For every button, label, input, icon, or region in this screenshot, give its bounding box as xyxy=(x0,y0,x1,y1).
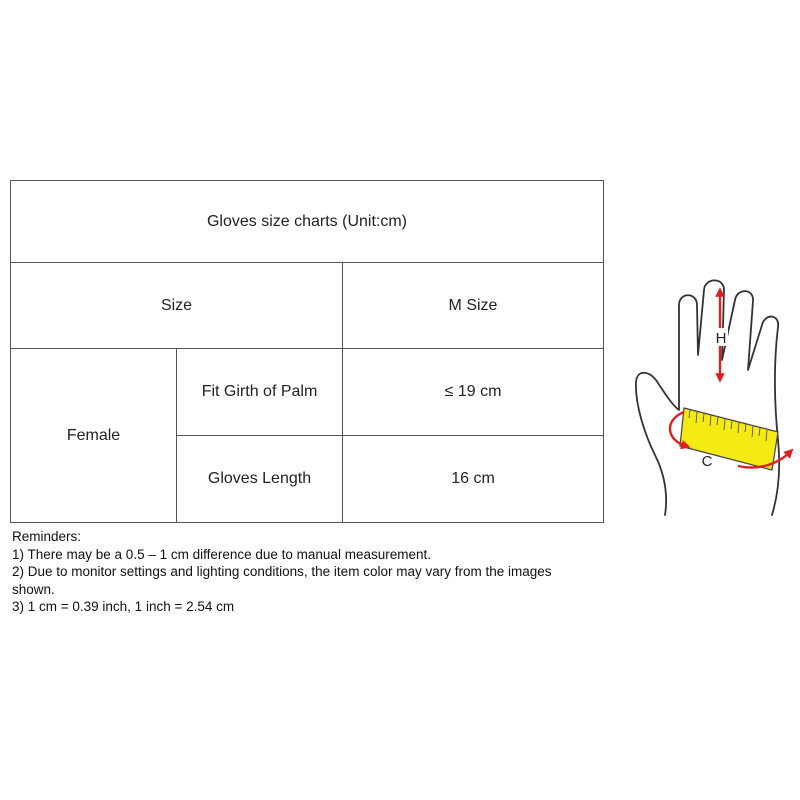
height-label: H xyxy=(715,330,727,347)
row-value-gloves-length: 16 cm xyxy=(343,436,604,523)
hand-measurement-illustration xyxy=(625,275,800,530)
size-chart-table xyxy=(10,180,604,523)
row-label-palm-girth: Fit Girth of Palm xyxy=(177,349,343,436)
reminder-item: 1) There may be a 0.5 – 1 cm difference due to manual measurement. xyxy=(12,546,431,562)
size-header-value: M Size xyxy=(343,263,604,349)
row-value-palm-girth: ≤ 19 cm xyxy=(343,349,604,436)
hand-outline xyxy=(636,280,779,515)
reminder-item: 2) Due to monitor settings and lighting conditions, the item color may vary from the images shown. xyxy=(12,564,552,597)
reminder-item: 3) 1 cm = 0.39 inch, 1 inch = 2.54 cm xyxy=(12,599,235,614)
size-header-label: Size xyxy=(11,263,343,349)
reminders-heading: Reminders: xyxy=(12,529,82,544)
reminders xyxy=(12,528,592,616)
group-label-female: Female xyxy=(11,349,177,523)
row-label-gloves-length: Gloves Length xyxy=(177,436,343,523)
measuring-tape-shape xyxy=(680,408,778,470)
girth-label: C xyxy=(701,453,713,470)
table-title: Gloves size charts (Unit:cm) xyxy=(11,181,604,263)
